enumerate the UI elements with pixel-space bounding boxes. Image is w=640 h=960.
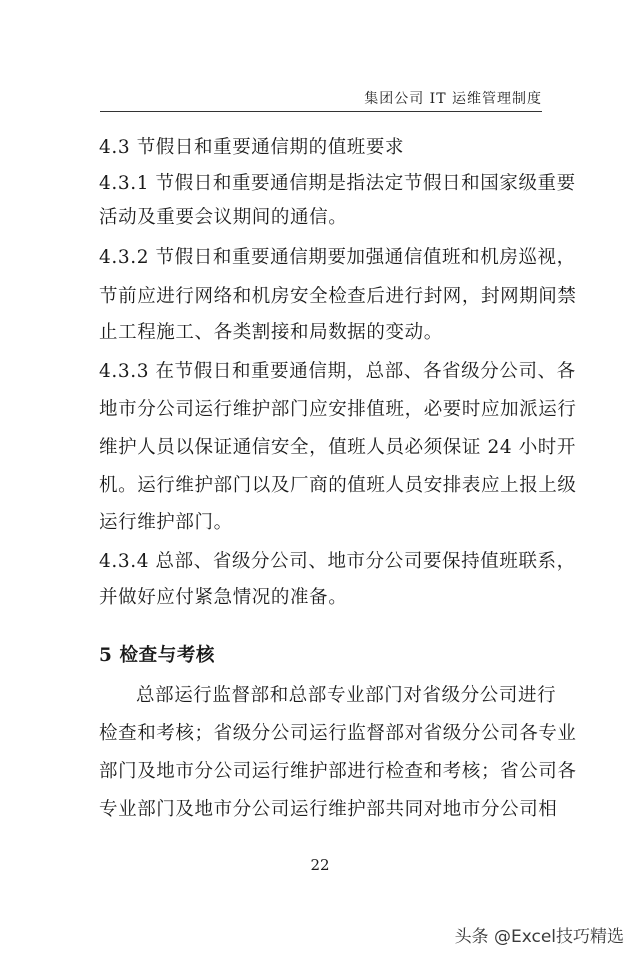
paragraph-4-3-1-line: 活动及重要会议期间的通信。 [99, 207, 348, 228]
watermark: 头条 @Excel技巧精选 [454, 927, 624, 947]
running-header: 集团公司 IT 运维管理制度 [364, 91, 542, 107]
page-number: 22 [310, 856, 330, 874]
paragraph-4-3-3-line: 地市分公司运行维护部门应安排值班，必要时应加派运行 [99, 399, 577, 420]
paragraph-4-3-3-line: 运行维护部门。 [99, 512, 233, 533]
header-rule [100, 111, 542, 112]
paragraph-5-line: 专业部门及地市分公司运行维护部共同对地市分公司相 [99, 799, 558, 820]
paragraph-4-3-2-line: 止工程施工、各类割接和局数据的变动。 [99, 322, 443, 343]
section-5-heading: 5 检查与考核 [99, 645, 216, 666]
paragraph-4-3-4-line: 并做好应付紧急情况的准备。 [99, 587, 348, 608]
paragraph-4-3-1-line: 4.3.1 节假日和重要通信期是指法定节假日和国家级重要 [99, 173, 576, 194]
section-4-3-heading: 4.3 节假日和重要通信期的值班要求 [99, 137, 405, 158]
paragraph-4-3-3-line: 机。运行维护部门以及厂商的值班人员安排表应上报上级 [99, 475, 577, 496]
paragraph-4-3-2-line: 节前应进行网络和机房安全检查后进行封网，封网期间禁 [99, 286, 577, 307]
paragraph-5-line: 检查和考核；省级分公司运行监督部对省级分公司各专业 [99, 723, 577, 744]
paragraph-4-3-2-line: 4.3.2 节假日和重要通信期要加强通信值班和机房巡视， [99, 247, 576, 268]
paragraph-4-3-4-line: 4.3.4 总部、省级分公司、地市分公司要保持值班联系， [99, 551, 576, 572]
paragraph-5-line: 总部运行监督部和总部专业部门对省级分公司进行 [136, 685, 557, 706]
paragraph-5-line: 部门及地市分公司运行维护部进行检查和考核；省公司各 [99, 761, 577, 782]
paragraph-4-3-3-line: 4.3.3 在节假日和重要通信期，总部、各省级分公司、各 [99, 361, 576, 382]
paragraph-4-3-3-line: 维护人员以保证通信安全，值班人员必须保证 24 小时开 [99, 437, 577, 458]
